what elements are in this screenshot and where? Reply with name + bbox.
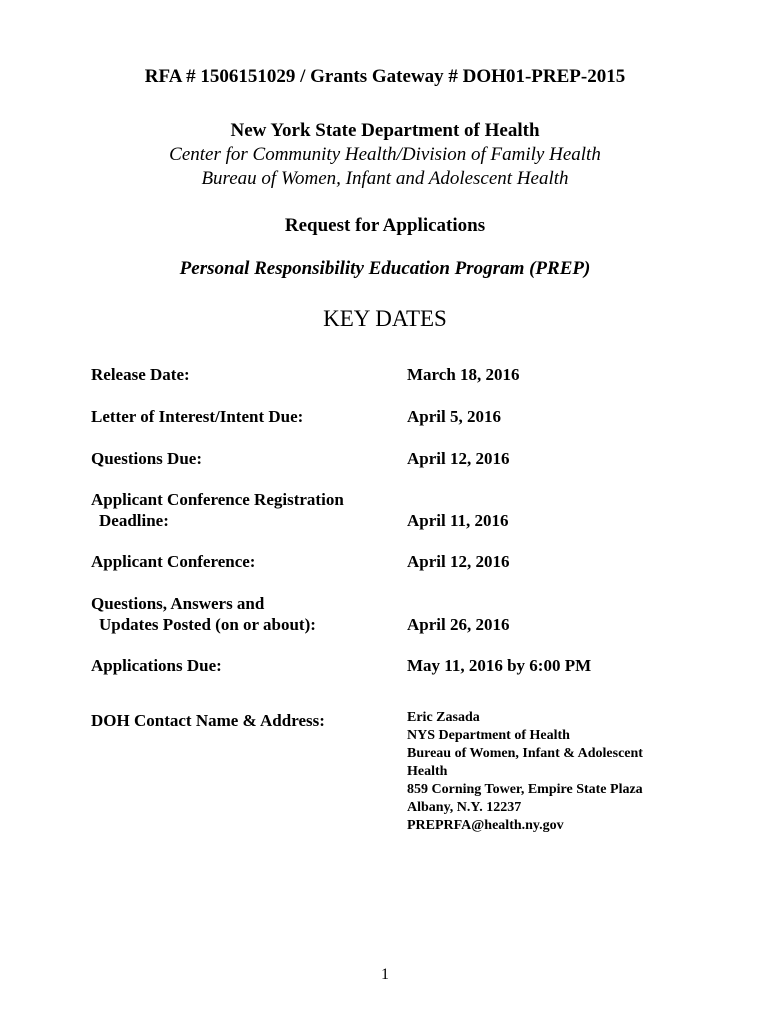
release-date-value: March 18, 2016 xyxy=(407,365,520,384)
contact-organization: NYS Department of Health xyxy=(407,728,570,743)
contact-name: Eric Zasada xyxy=(407,710,480,725)
contact-bureau-line1: Bureau of Women, Infant & Adolescent xyxy=(407,746,643,761)
page-number: 1 xyxy=(381,966,389,983)
department-name: New York State Department of Health xyxy=(230,120,540,141)
applications-due-value: May 11, 2016 by 6:00 PM xyxy=(407,656,592,675)
program-name: Personal Responsibility Education Program (PREP) xyxy=(179,258,591,279)
questions-due-value: April 12, 2016 xyxy=(407,449,510,468)
applicant-conference-value: April 12, 2016 xyxy=(407,552,510,571)
key-dates-heading: KEY DATES xyxy=(323,306,447,331)
contact-label: DOH Contact Name & Address: xyxy=(91,711,325,730)
applications-due-label: Applications Due: xyxy=(91,656,222,675)
contact-street-address: 859 Corning Tower, Empire State Plaza xyxy=(407,782,643,797)
registration-deadline-label-line2: Deadline: xyxy=(99,511,169,530)
rfa-heading: RFA # 1506151029 / Grants Gateway # DOH01-PREP-2015 xyxy=(144,66,626,87)
registration-deadline-value: April 11, 2016 xyxy=(407,511,509,530)
letter-of-interest-value: April 5, 2016 xyxy=(407,407,501,426)
contact-city-state-zip: Albany, N.Y. 12237 xyxy=(407,800,522,815)
qa-updates-label-line2: Updates Posted (on or about): xyxy=(99,615,316,634)
qa-updates-label-line1: Questions, Answers and xyxy=(91,594,265,613)
applicant-conference-label: Applicant Conference: xyxy=(91,552,256,571)
release-date-label: Release Date: xyxy=(91,365,190,384)
document-type-title: Request for Applications xyxy=(284,215,486,236)
contact-email: PREPRFA@health.ny.gov xyxy=(407,818,564,833)
center-division-line: Center for Community Health/Division of Family Health xyxy=(169,144,601,165)
letter-of-interest-label: Letter of Interest/Intent Due: xyxy=(91,407,304,426)
contact-address-block xyxy=(407,709,643,835)
qa-updates-value: April 26, 2016 xyxy=(407,615,510,634)
registration-deadline-label-line1: Applicant Conference Registration xyxy=(91,490,344,509)
contact-bureau-line2: Health xyxy=(407,764,448,779)
questions-due-label: Questions Due: xyxy=(91,449,202,468)
bureau-line: Bureau of Women, Infant and Adolescent Health xyxy=(201,168,569,189)
